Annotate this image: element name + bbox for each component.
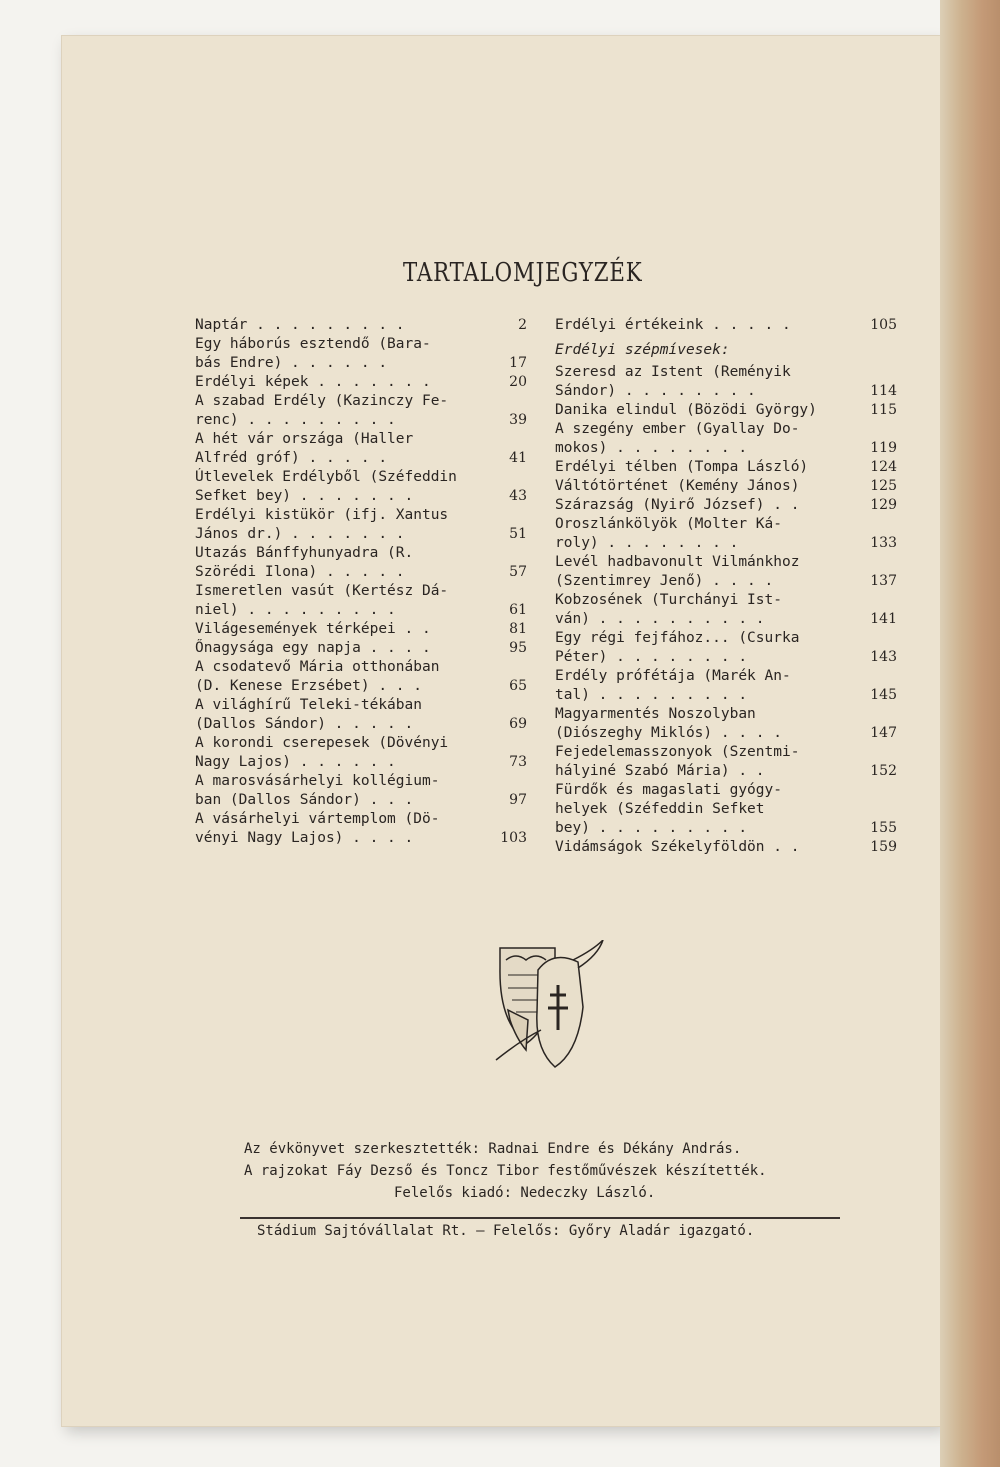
toc-entry-page: 61 [509,602,527,618]
toc-entry-page: 69 [509,716,527,732]
toc-entry-page: 97 [509,792,527,808]
toc-entry [555,477,897,496]
toc-entry [555,838,897,857]
toc-entry [195,392,527,430]
toc-entry [195,658,527,696]
toc-entry-title: Levél hadbavonult Vilmánkhoz (Szentimrey Jenő) . . . . [555,554,800,589]
toc-right-list [555,363,897,857]
toc-entry [555,781,897,838]
toc-entry-title: A korondi cserepesek (Dövényi Nagy Lajos) . . . . . . [195,735,449,770]
toc-entry [555,420,897,458]
toc-left-column [195,316,527,848]
credits-editors: Az évkönyvet szerkesztették: Radnai Endre és Dékány András. [244,1141,742,1157]
toc-entry [195,316,527,335]
toc-entry-title: Erdélyi értékeink . . . . . [555,317,791,333]
credits-illustrators: A rajzokat Fáy Dezső és Toncz Tibor festőművészek készítették. [244,1163,767,1179]
toc-entry-page: 147 [870,725,897,741]
toc-entry-page: 124 [870,459,897,475]
toc-entry-title: Őnagysága egy napja . . . . [195,640,431,656]
toc-entry-title: Szárazság (Nyirő József) . . [555,497,800,513]
toc-entry-title: Magyarmentés Noszolyban (Diószeghy Miklós) . . . . [555,706,782,741]
toc-entry [195,620,527,639]
toc-entry-page: 145 [870,687,897,703]
toc-entry-title: Váltótörténet (Kemény János) [555,478,800,494]
toc-right-column [555,316,897,857]
toc-entry-title: Világesemények térképei . . [195,621,431,637]
toc-entry-title: Fejedelemasszonyok (Szentmi- hályiné Szabó Mária) . . [555,744,800,779]
coat-of-arms-emblem [488,940,608,1075]
toc-entry [555,363,897,401]
toc-entry-page: 103 [500,830,527,846]
toc-entry-title: Útlevelek Erdélyből (Széfeddin Sefket bey) . . . . . . . [195,469,457,504]
toc-entry [195,373,527,392]
toc-entry-title: Egy háborús esztendő (Bara- bás Endre) . . . . . . [195,336,431,371]
toc-entry-page: 65 [509,678,527,694]
toc-entry-page: 20 [509,374,527,390]
toc-entry-title: A hét vár országa (Haller Alfréd gróf) . . . . . [195,431,414,466]
toc-entry-title: Utazás Bánffyhunyadra (R. Szörédi Ilona) . . . . . [195,545,414,580]
toc-entry-page: 137 [870,573,897,589]
toc-entry [195,430,527,468]
toc-entry [555,316,897,335]
toc-entry [555,515,897,553]
toc-entry-title: Erdélyi képek . . . . . . . [195,374,431,390]
toc-entry [555,458,897,477]
page-edge [940,0,1000,1467]
toc-entry-page: 41 [509,450,527,466]
toc-entry-title: Szeresd az Istent (Reményik Sándor) . . . . . . . . [555,364,791,399]
toc-entry-page: 39 [509,412,527,428]
toc-entry [555,553,897,591]
toc-entry-title: Erdély prófétája (Marék An- tal) . . . . . . . . . [555,668,791,703]
toc-entry-page: 2 [518,317,527,333]
toc-entry-title: Fürdők és magaslati gyógy- helyek (Széfeddin Sefket bey) . . . . . . . . . [555,782,782,836]
toc-entry [555,667,897,705]
page-title: TARTALOMJEGYZÉK [403,258,643,288]
toc-entry-page: 159 [870,839,897,855]
credits-block [244,1138,844,1204]
toc-entry-page: 143 [870,649,897,665]
toc-entry [195,544,527,582]
toc-entry-page: 114 [870,383,897,399]
toc-entry-title: Ismeretlen vasút (Kertész Dá- niel) . . . . . . . . . [195,583,449,618]
toc-entry-title: Danika elindul (Bözödi György) [555,402,817,418]
toc-entry-page: 115 [870,402,897,418]
toc-entry-title: Naptár . . . . . . . . . [195,317,405,333]
toc-entry-title: Erdélyi kistükör (ifj. Xantus János dr.) . . . . . . . [195,507,449,542]
toc-entry-page: 155 [870,820,897,836]
toc-entry [555,591,897,629]
toc-entry-page: 152 [870,763,897,779]
toc-entry [555,401,897,420]
toc-entry [195,468,527,506]
toc-entry-page: 105 [870,317,897,333]
toc-entry-title: A világhírű Teleki-tékában (Dallos Sándor) . . . . . [195,697,422,732]
toc-entry-title: A csodatevő Mária otthonában (D. Kenese Erzsébet) . . . [195,659,440,694]
toc-entry-page: 129 [870,497,897,513]
toc-entry [195,335,527,373]
toc-entry-title: A vásárhelyi vártemplom (Dö- vényi Nagy Lajos) . . . . [195,811,440,846]
toc-entry [195,772,527,810]
toc-entry-page: 133 [870,535,897,551]
toc-entry-page: 119 [870,440,897,456]
toc-entry-title: Oroszlánkölyök (Molter Ká- roly) . . . . . . . . [555,516,782,551]
printer-line: Stádium Sajtóvállalat Rt. — Felelős: Győry Aladár igazgató. [257,1223,755,1239]
divider [240,1217,840,1219]
toc-entry-title: Vidámságok Székelyföldön . . [555,839,800,855]
toc-entry [555,743,897,781]
toc-entry-title: Kobzosének (Turchányi Ist- ván) . . . . . . . . . . [555,592,782,627]
toc-entry [195,696,527,734]
toc-entry-page: 17 [509,355,527,371]
toc-entry-page: 81 [509,621,527,637]
toc-entry-page: 125 [870,478,897,494]
toc-entry-page: 95 [509,640,527,656]
toc-entry-page: 73 [509,754,527,770]
toc-entry-page: 43 [509,488,527,504]
toc-entry-title: A szabad Erdély (Kazinczy Fe- renc) . . . . . . . . . [195,393,449,428]
toc-entry-title: Erdélyi télben (Tompa László) [555,459,809,475]
toc-entry [195,810,527,848]
toc-entry [195,582,527,620]
toc-entry-title: A marosvásárhelyi kollégium- ban (Dallos Sándor) . . . [195,773,440,808]
toc-entry [195,506,527,544]
toc-entry-title: Egy régi fejfához... (Csurka Péter) . . . . . . . . [555,630,800,665]
toc-entry-title: A szegény ember (Gyallay Do- mokos) . . . . . . . . [555,421,800,456]
section-heading: Erdélyi szépmívesek: [555,342,730,358]
toc-entry [555,705,897,743]
credits-publisher: Felelős kiadó: Nedeczky László. [394,1185,656,1201]
toc-entry-page: 141 [870,611,897,627]
toc-entry [195,639,527,658]
toc-entry-page: 51 [509,526,527,542]
toc-entry-page: 57 [509,564,527,580]
toc-entry [555,496,897,515]
toc-entry [555,629,897,667]
toc-entry [195,734,527,772]
